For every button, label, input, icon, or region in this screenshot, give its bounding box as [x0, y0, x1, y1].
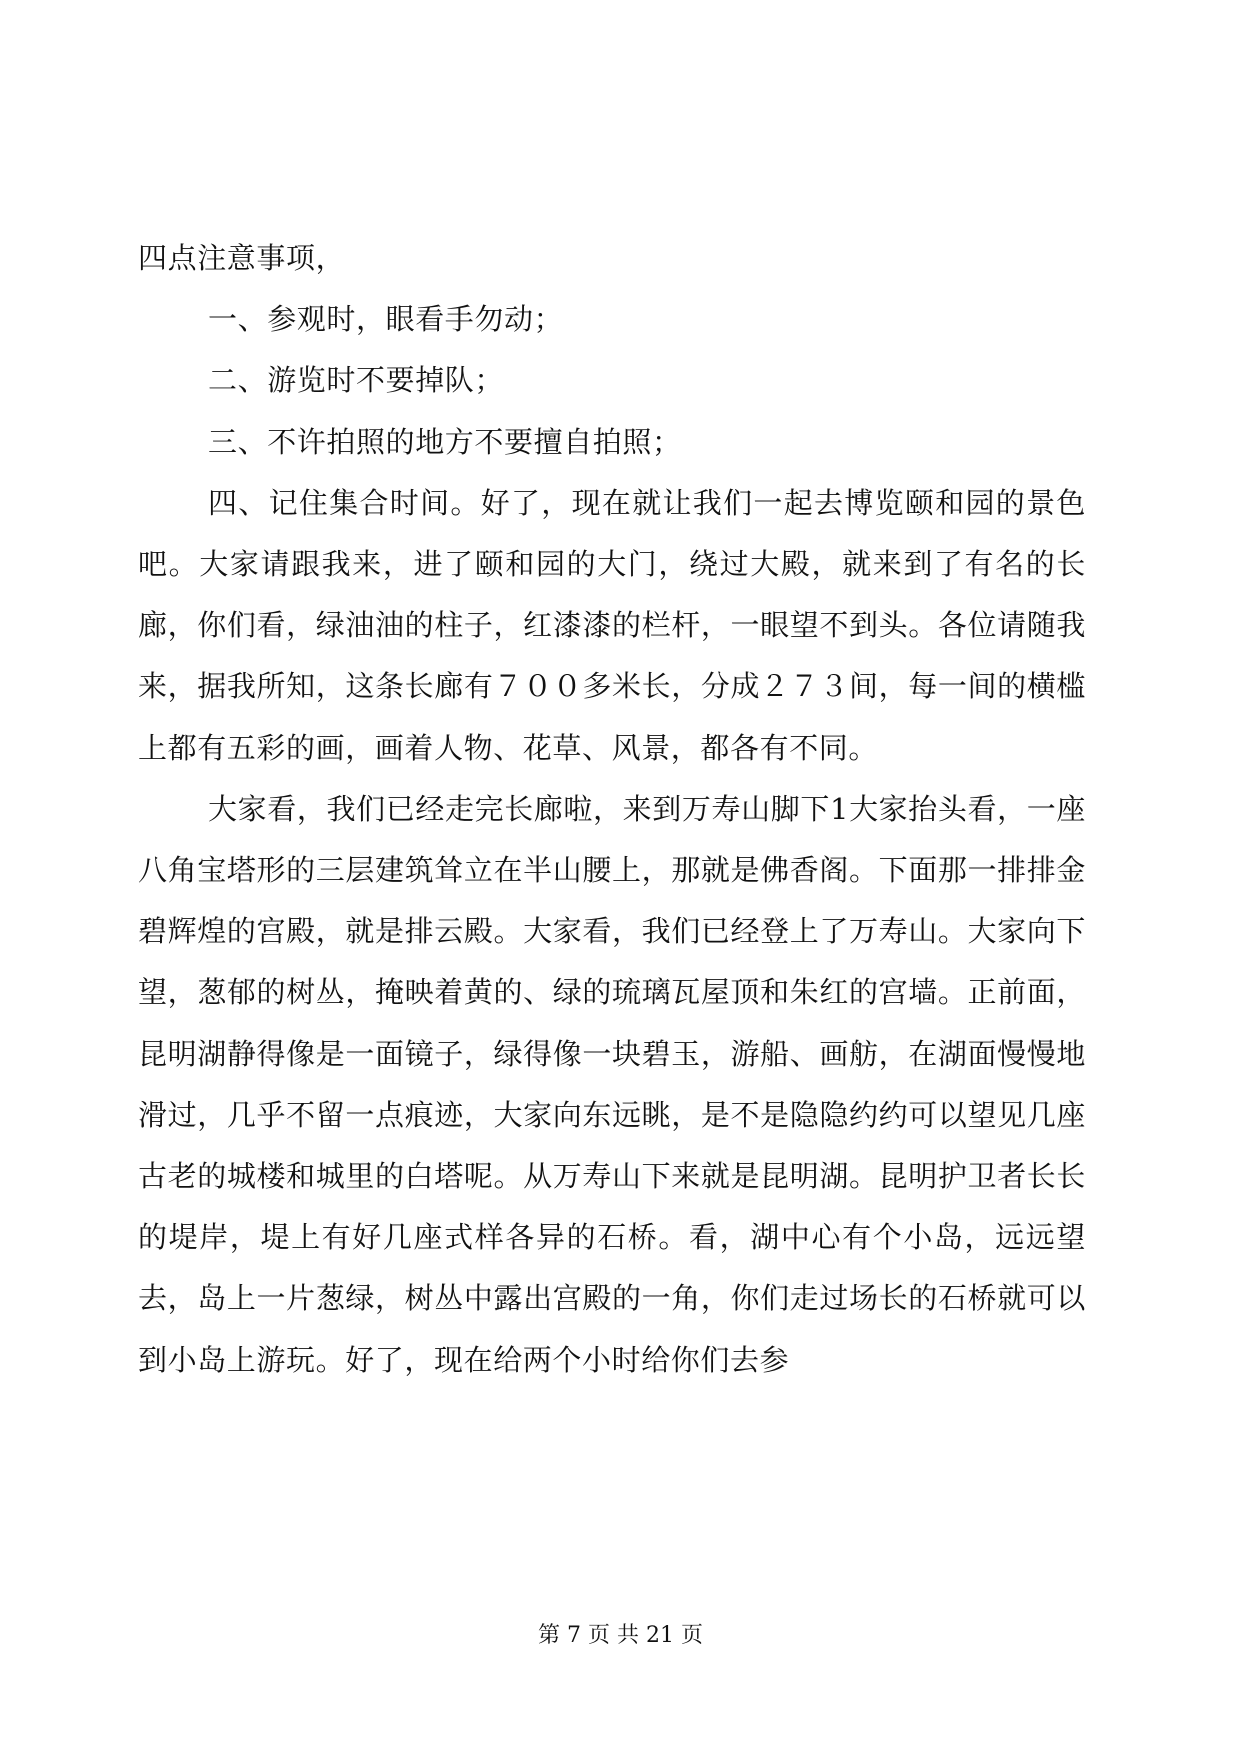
- paragraph-wanshou-hill: 大家看，我们已经走完长廊啦，来到万寿山脚下1大家抬头看，一座八角宝塔形的三层建筑耸立在半山腰上，那就是佛香阁。下面那一排排金碧辉煌的宫殿，就是排云殿。大家看，我们已经登上了万寿山。大家向下望，葱郁的树丛，掩映着黄的、绿的琉璃瓦屋顶和朱红的宫墙。正前面，昆明湖静得像是一面镜子，绿得像一块碧玉，游船、画舫，在湖面慢慢地滑过，几乎不留一点痕迹，大家向东远眺，是不是隐隐约约可以望见几座古老的城楼和城里的白塔呢。从万寿山下来就是昆明湖。昆明护卫者长长的堤岸，堤上有好几座式样各异的石桥。看，湖中心有个小岛，远远望去，岛上一片葱绿，树丛中露出宫殿的一角，你们走过场长的石桥就可以到小岛上游玩。好了，现在给两个小时给你们去参: [138, 791, 1086, 1377]
- paragraph-rule-4-long-corridor: 四、记住集合时间。好了，现在就让我们一起去博览颐和园的景色吧。大家请跟我来，进了颐和园的大门，绕过大殿，就来到了有名的长廊，你们看，绿油油的柱子，红漆漆的栏杆，一眼望不到头。各位请随我来，据我所知，这条长廊有７００多米长，分成２７３间，每一间的横槛上都有五彩的画，画着人物、花草、风景，都各有不同。: [138, 485, 1086, 765]
- page-footer: 第 7 页 共 21 页: [538, 1623, 703, 1648]
- paragraph-rule-1: 一、参观时，眼看手勿动；: [208, 302, 564, 337]
- document-body: [138, 228, 1086, 1391]
- paragraph-rule-3: 三、不许拍照的地方不要擅自拍照；: [208, 424, 682, 459]
- paragraph-intro: 四点注意事项，: [138, 241, 346, 275]
- paragraph-rule-2: 二、游览时不要掉队；: [208, 363, 505, 398]
